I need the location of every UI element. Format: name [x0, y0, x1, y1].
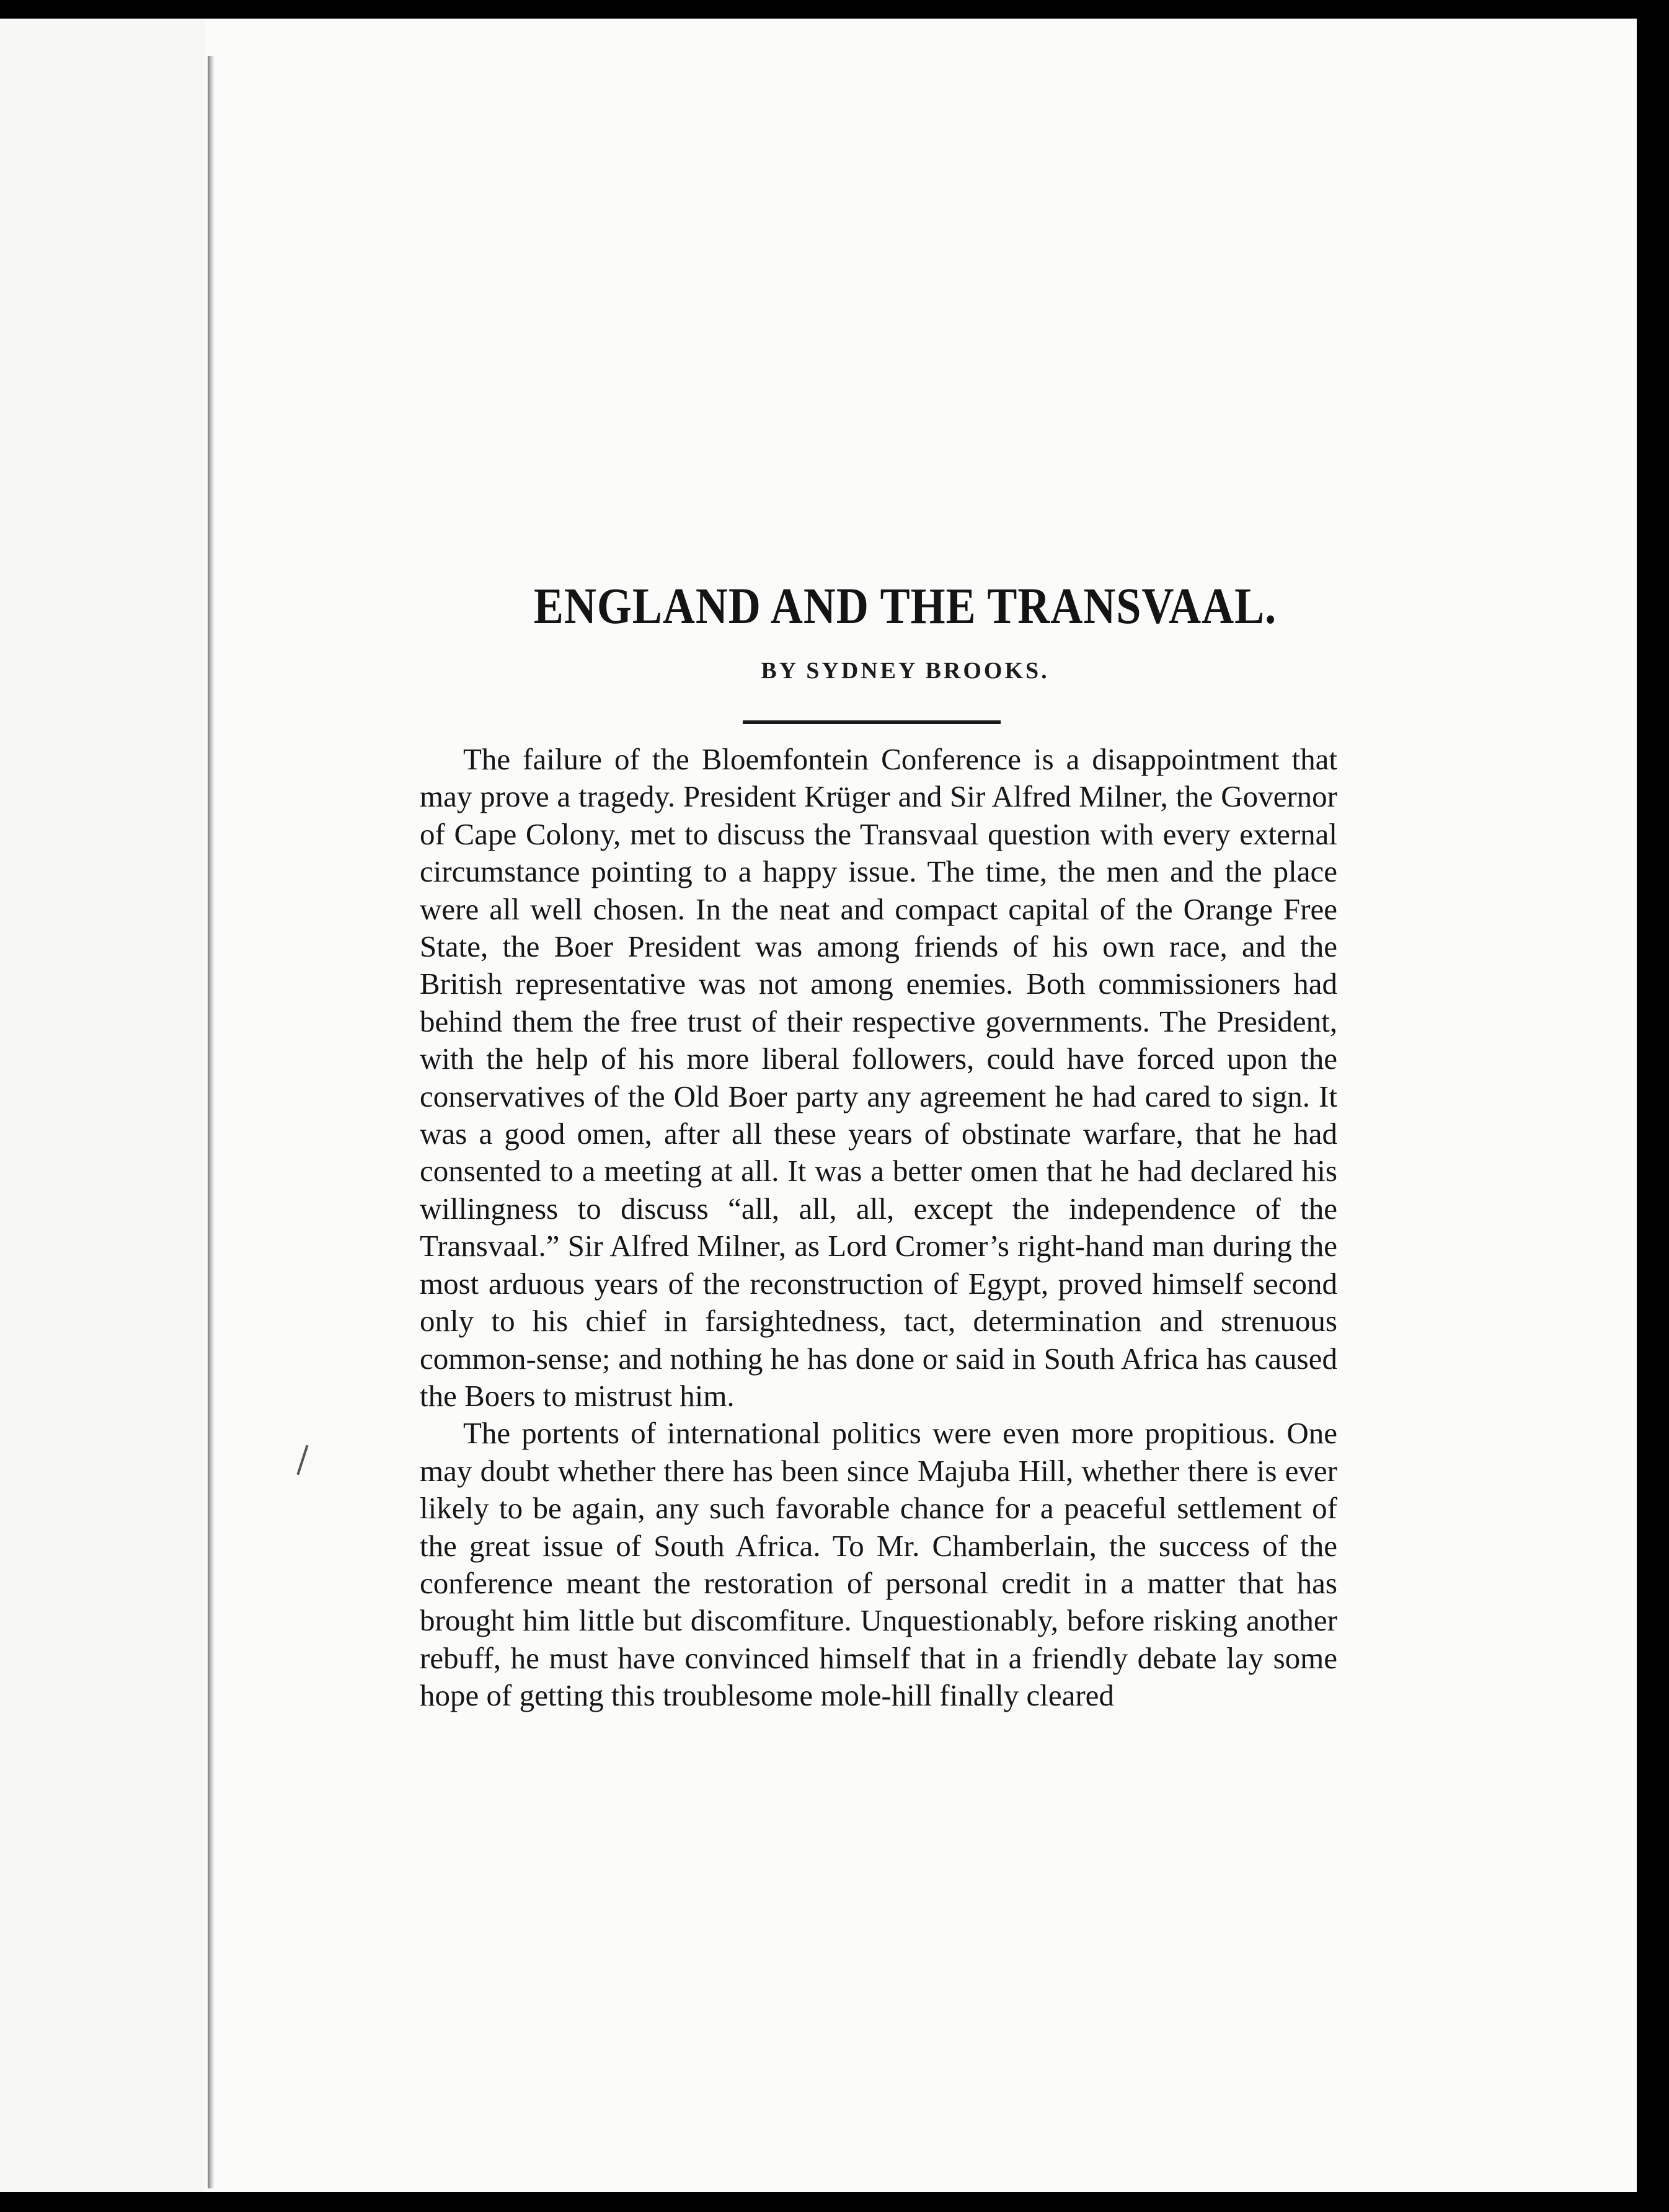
paragraph-1: The failure of the Bloemfontein Conference is a disappointment that may prove a tragedy. President Krüger and Sir Alfred Milner, the Governor of Cape Colony, met to discuss the Transvaal question with every external circumstance pointing to a happy issue. The time, the men and the place were all well chosen. In the neat and compact capital of the Orange Free State, the Boer President was among friends of his own race, and the British representative was not among enemies. Both commissioners had behind them the free trust of their respective governments. The President, with the help of his more liberal followers, could have forced upon the conservatives of the Old Boer party any agreement he had cared to sign. It was a good omen, after all these years of obstinate warfare, that he had consented to a meeting at all. It was a better omen that he had declared his willingness to discuss “all, all, all, except the independence of the Transvaal.” Sir Alfred Milner, as Lord Cromer’s right-hand man during the most arduous years of the reconstruction of Egypt, proved himself second only to his chief in farsightedness, tact, determination and strenuous common-sense; and nothing he has done or said in South Africa has caused the Boers to mistrust him. — [420, 742, 1337, 1413]
article-byline: BY SYDNEY BROOKS. — [761, 658, 1050, 684]
left-margin — [0, 0, 205, 2212]
title-rule — [743, 720, 1001, 724]
scan-border-top — [0, 0, 1669, 19]
article-body — [420, 741, 1337, 1715]
article-title: ENGLAND AND THE TRANSVAAL. — [533, 577, 1277, 635]
binding-fold-line — [208, 56, 214, 2188]
scan-border-right — [1637, 0, 1669, 2212]
scan-border-bottom — [0, 2192, 1669, 2212]
paragraph-2: The portents of international politics were even more propitious. One may doubt whether there has been since Majuba Hill, whether there is ever likely to be again, any such favorable chance for a peaceful settlement of the great issue of South Africa. To Mr. Chamberlain, the success of the conference meant the restoration of personal credit in a matter that has brought him little but discomfiture. Unquestionably, before risking another rebuff, he must have convinced himself that in a friendly debate lay some hope of getting this troublesome mole-hill finally cleared — [420, 1416, 1337, 1713]
